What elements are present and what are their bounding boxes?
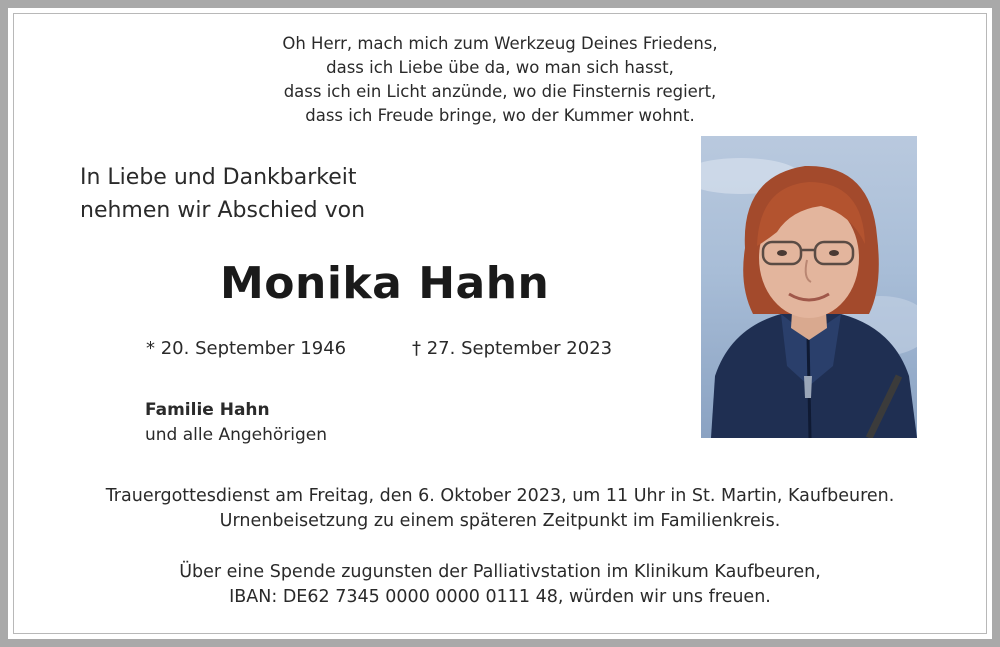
- verse-line: dass ich Freude bringe, wo der Kummer wohnt.: [305, 106, 695, 125]
- death-date: † 27. September 2023: [412, 338, 613, 359]
- donation-info: [8, 560, 992, 610]
- portrait-illustration: [701, 136, 917, 438]
- family-name: Familie Hahn: [145, 400, 270, 420]
- intro-text: [80, 161, 365, 227]
- service-info: [8, 484, 992, 534]
- service-line: Urnenbeisetzung zu einem späteren Zeitpunkt im Familienkreis.: [219, 511, 781, 531]
- deceased-name: Monika Hahn: [220, 258, 550, 309]
- mourners: [145, 398, 327, 448]
- donation-line: Über eine Spende zugunsten der Palliativstation im Klinikum Kaufbeuren,: [179, 562, 821, 582]
- verse-line: dass ich ein Licht anzünde, wo die Finsternis regiert,: [283, 82, 717, 101]
- verse-line: Oh Herr, mach mich zum Werkzeug Deines Friedens,: [282, 34, 718, 53]
- intro-line: nehmen wir Abschied von: [80, 198, 366, 223]
- service-line: Trauergottesdienst am Freitag, den 6. Oktober 2023, um 11 Uhr in St. Martin, Kaufbeuren.: [105, 486, 895, 506]
- donation-line: IBAN: DE62 7345 0000 0000 0111 48, würden wir uns freuen.: [229, 587, 771, 607]
- family-others: und alle Angehörigen: [145, 425, 328, 445]
- birth-date: * 20. September 1946: [146, 338, 347, 359]
- intro-line: In Liebe und Dankbarkeit: [80, 165, 357, 190]
- prayer-verse: [8, 32, 992, 128]
- portrait-photo: [701, 136, 917, 438]
- verse-line: dass ich Liebe übe da, wo man sich hasst,: [326, 58, 674, 77]
- obituary-card: [8, 8, 992, 639]
